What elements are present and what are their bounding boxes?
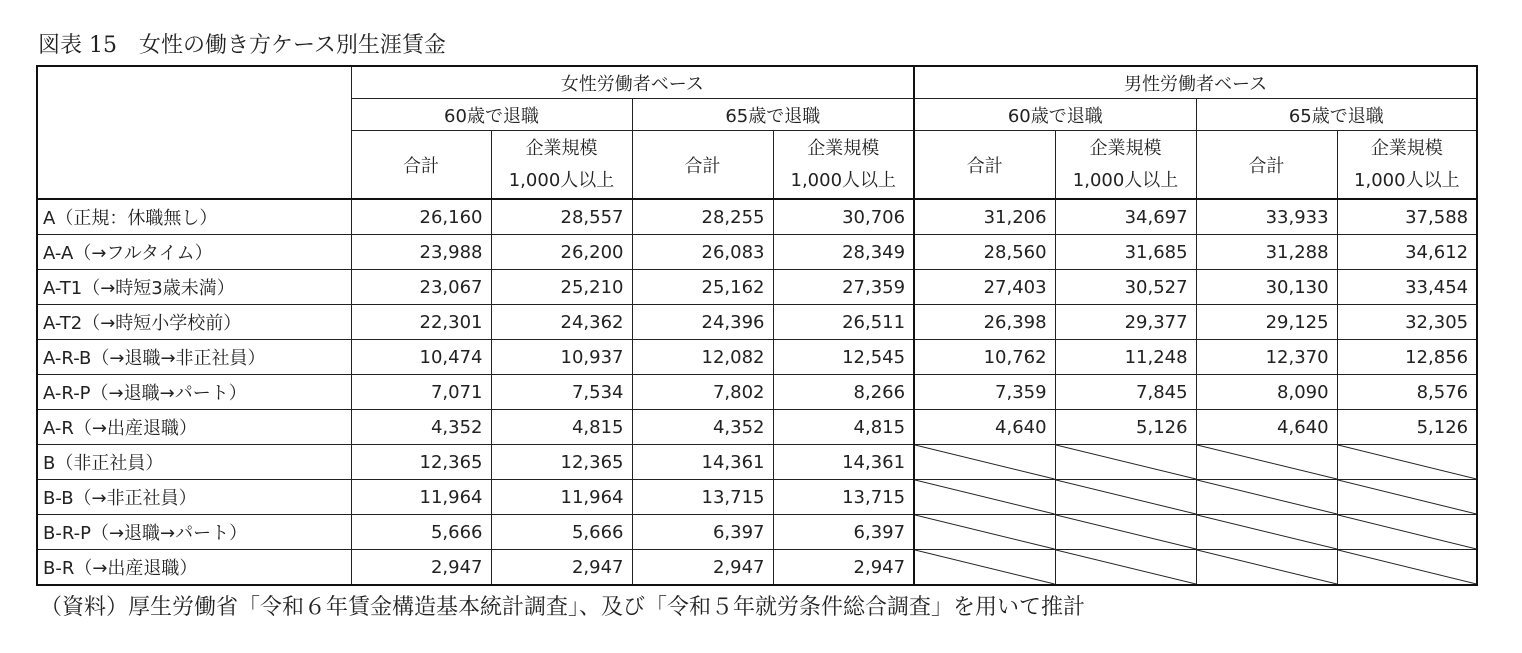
diagonal-line (1056, 515, 1196, 549)
value-cell: 22,301 (351, 305, 491, 340)
value-cell: 25,162 (632, 270, 773, 305)
diagonal-line (1338, 515, 1477, 549)
large-firm-label-line1: 企業規模 (1089, 137, 1162, 159)
value-cell: 13,715 (773, 480, 914, 515)
value-cell: 10,474 (351, 340, 491, 375)
diagonal-line (1338, 445, 1477, 479)
value-cell: 4,815 (491, 410, 632, 445)
empty-diagonal-cell (1055, 550, 1196, 586)
row-label: B-B（→非正社員） (37, 480, 351, 515)
value-cell: 28,255 (632, 199, 773, 235)
row-label: A-T2（→時短小学校前） (37, 305, 351, 340)
table-row (37, 305, 1477, 340)
diagonal-line (1197, 445, 1337, 479)
diagonal-line (915, 445, 1055, 479)
empty-diagonal-cell (1055, 445, 1196, 480)
value-cell: 30,706 (773, 199, 914, 235)
empty-diagonal-cell (1196, 445, 1337, 480)
value-cell: 6,397 (773, 515, 914, 550)
value-cell: 29,125 (1196, 305, 1337, 340)
empty-diagonal-cell (914, 445, 1055, 480)
col-header-large-firm (491, 131, 632, 200)
value-cell: 31,685 (1055, 235, 1196, 270)
value-cell: 10,762 (914, 340, 1055, 375)
group-header-male: 男性労働者ベース (914, 66, 1477, 99)
table-body (37, 199, 1477, 585)
diagonal-line (1338, 480, 1477, 514)
value-cell: 12,856 (1337, 340, 1477, 375)
large-firm-label-line1: 企業規模 (807, 137, 880, 159)
diagonal-line (1338, 550, 1477, 584)
value-cell: 8,576 (1337, 375, 1477, 410)
row-label: B-R-P（→退職→パート） (37, 515, 351, 550)
value-cell: 7,802 (632, 375, 773, 410)
value-cell: 27,359 (773, 270, 914, 305)
value-cell: 13,715 (632, 480, 773, 515)
value-cell: 5,666 (351, 515, 491, 550)
value-cell: 12,365 (351, 445, 491, 480)
row-label: A-R-B（→退職→非正社員） (37, 340, 351, 375)
value-cell: 7,845 (1055, 375, 1196, 410)
value-cell: 28,349 (773, 235, 914, 270)
female-retire-60-header: 60歳で退職 (351, 99, 632, 131)
value-cell: 12,545 (773, 340, 914, 375)
table-row (37, 550, 1477, 586)
value-cell: 6,397 (632, 515, 773, 550)
value-cell: 29,377 (1055, 305, 1196, 340)
empty-diagonal-cell (1337, 445, 1477, 480)
figure-title: 図表 15 女性の働き方ケース別生涯賃金 (38, 33, 446, 58)
value-cell: 31,206 (914, 199, 1055, 235)
row-label: A-R-P（→退職→パート） (37, 375, 351, 410)
value-cell: 23,067 (351, 270, 491, 305)
value-cell: 4,640 (1196, 410, 1337, 445)
value-cell: 12,365 (491, 445, 632, 480)
value-cell: 24,362 (491, 305, 632, 340)
value-cell: 34,612 (1337, 235, 1477, 270)
value-cell: 28,560 (914, 235, 1055, 270)
diagonal-line (915, 480, 1055, 514)
value-cell: 4,352 (351, 410, 491, 445)
value-cell: 11,964 (491, 480, 632, 515)
value-cell: 4,640 (914, 410, 1055, 445)
value-cell: 2,947 (351, 550, 491, 586)
value-cell: 26,083 (632, 235, 773, 270)
col-header-total: 合計 (914, 131, 1055, 200)
value-cell: 12,370 (1196, 340, 1337, 375)
large-firm-label-line1: 企業規模 (1370, 137, 1443, 159)
diagonal-line (1056, 445, 1196, 479)
empty-diagonal-cell (914, 480, 1055, 515)
col-header-large-firm (1055, 131, 1196, 200)
col-header-total: 合計 (1196, 131, 1337, 200)
row-label: B（非正社員） (37, 445, 351, 480)
large-firm-label-line2: 1,000人以上 (1072, 169, 1179, 191)
row-label: A-A（→フルタイム） (37, 235, 351, 270)
diagonal-line (915, 515, 1055, 549)
corner-cell (37, 66, 351, 199)
value-cell: 33,454 (1337, 270, 1477, 305)
table-row (37, 199, 1477, 235)
value-cell: 30,527 (1055, 270, 1196, 305)
row-label: A-T1（→時短3歳未満） (37, 270, 351, 305)
diagonal-line (915, 550, 1055, 584)
value-cell: 4,815 (773, 410, 914, 445)
male-retire-60-header: 60歳で退職 (914, 99, 1196, 131)
value-cell: 4,352 (632, 410, 773, 445)
empty-diagonal-cell (1196, 480, 1337, 515)
value-cell: 7,071 (351, 375, 491, 410)
value-cell: 5,126 (1055, 410, 1196, 445)
diagonal-line (1056, 480, 1196, 514)
value-cell: 23,988 (351, 235, 491, 270)
value-cell: 25,210 (491, 270, 632, 305)
value-cell: 5,126 (1337, 410, 1477, 445)
col-header-large-firm (1337, 131, 1477, 200)
value-cell: 31,288 (1196, 235, 1337, 270)
value-cell: 5,666 (491, 515, 632, 550)
value-cell: 37,588 (1337, 199, 1477, 235)
value-cell: 8,266 (773, 375, 914, 410)
row-label: A（正規：休職無し） (37, 199, 351, 235)
empty-diagonal-cell (1196, 550, 1337, 586)
value-cell: 11,964 (351, 480, 491, 515)
table-row (37, 480, 1477, 515)
value-cell: 7,359 (914, 375, 1055, 410)
col-header-total: 合計 (351, 131, 491, 200)
value-cell: 32,305 (1337, 305, 1477, 340)
empty-diagonal-cell (914, 550, 1055, 586)
diagonal-line (1056, 550, 1196, 584)
value-cell: 14,361 (632, 445, 773, 480)
table-row (37, 375, 1477, 410)
empty-diagonal-cell (1337, 550, 1477, 586)
value-cell: 7,534 (491, 375, 632, 410)
diagonal-line (1197, 550, 1337, 584)
value-cell: 12,082 (632, 340, 773, 375)
value-cell: 11,248 (1055, 340, 1196, 375)
table-row (37, 235, 1477, 270)
large-firm-label-line1: 企業規模 (525, 137, 598, 159)
empty-diagonal-cell (1055, 515, 1196, 550)
value-cell: 27,403 (914, 270, 1055, 305)
large-firm-label-line2: 1,000人以上 (508, 169, 615, 191)
value-cell: 33,933 (1196, 199, 1337, 235)
value-cell: 14,361 (773, 445, 914, 480)
value-cell: 26,200 (491, 235, 632, 270)
row-label: B-R（→出産退職） (37, 550, 351, 586)
table-row (37, 340, 1477, 375)
male-retire-65-header: 65歳で退職 (1196, 99, 1477, 131)
col-header-total: 合計 (632, 131, 773, 200)
row-label: A-R（→出産退職） (37, 410, 351, 445)
source-note: （資料）厚生労働省「令和６年賃金構造基本統計調査」、及び「令和５年就労条件総合調査」を用いて推計 (40, 595, 1086, 620)
female-retire-65-header: 65歳で退職 (632, 99, 914, 131)
group-header-female: 女性労働者ベース (351, 66, 914, 99)
empty-diagonal-cell (1337, 515, 1477, 550)
table-row (37, 445, 1477, 480)
value-cell: 24,396 (632, 305, 773, 340)
diagonal-line (1197, 480, 1337, 514)
value-cell: 2,947 (632, 550, 773, 586)
empty-diagonal-cell (1055, 480, 1196, 515)
value-cell: 26,160 (351, 199, 491, 235)
col-header-large-firm (773, 131, 914, 200)
lifetime-wage-table (36, 65, 1478, 586)
value-cell: 26,511 (773, 305, 914, 340)
table-row (37, 515, 1477, 550)
value-cell: 8,090 (1196, 375, 1337, 410)
value-cell: 26,398 (914, 305, 1055, 340)
table-row (37, 410, 1477, 445)
table-row (37, 270, 1477, 305)
value-cell: 28,557 (491, 199, 632, 235)
large-firm-label-line2: 1,000人以上 (1354, 169, 1460, 191)
large-firm-label-line2: 1,000人以上 (790, 169, 897, 191)
value-cell: 2,947 (773, 550, 914, 586)
empty-diagonal-cell (914, 515, 1055, 550)
empty-diagonal-cell (1337, 480, 1477, 515)
value-cell: 34,697 (1055, 199, 1196, 235)
value-cell: 30,130 (1196, 270, 1337, 305)
empty-diagonal-cell (1196, 515, 1337, 550)
value-cell: 2,947 (491, 550, 632, 586)
value-cell: 10,937 (491, 340, 632, 375)
diagonal-line (1197, 515, 1337, 549)
